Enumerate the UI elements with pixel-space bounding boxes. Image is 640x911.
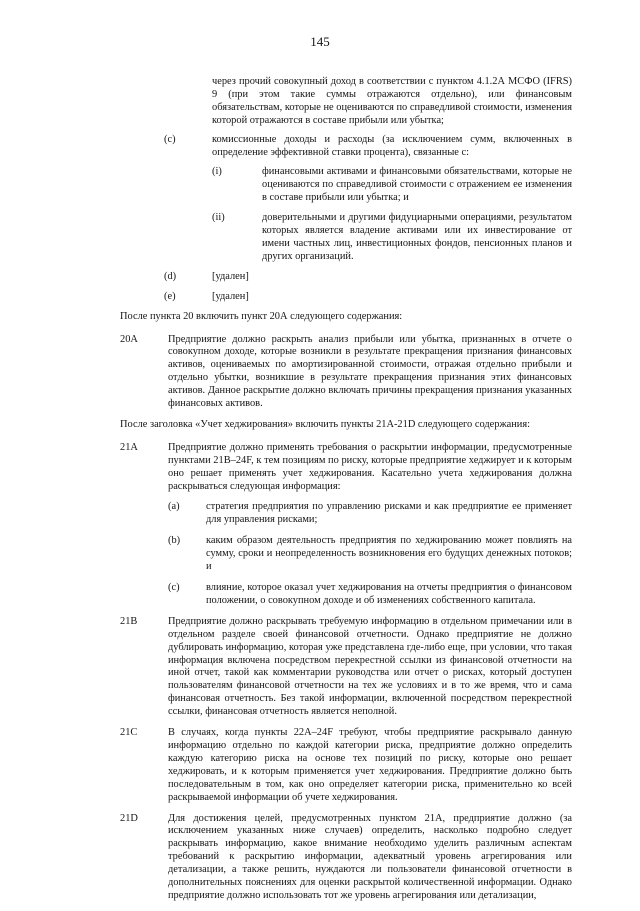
paragraph-20a	[120, 334, 572, 411]
paragraph-number: 20A	[120, 333, 138, 345]
list-item-c-i	[212, 166, 572, 205]
list-item-21a-c	[168, 582, 572, 608]
paragraph-number: 21D	[120, 812, 138, 824]
list-item-21a-b	[168, 535, 572, 574]
paragraph-21b	[120, 616, 572, 719]
list-label: (d)	[164, 270, 177, 282]
list-item-e	[120, 291, 572, 304]
paragraph-number: 21B	[120, 615, 138, 627]
list-text: доверительными и другими фидуциарными операциями, результатом которых является владение активами или их инвестирование от имени частных лиц, инвестиционных фондов, пенсионных планов и других организаций.	[262, 212, 572, 262]
list-text: стратегия предприятия по управлению рисками и как предприятие ее применяет для управления рисками;	[206, 501, 572, 526]
paragraph-text: Для достижения целей, предусмотренных пунктом 21А, предприятие должно (за исключением указанных ниже случаев) определить, насколько подробно следует раскрывать информацию, какое внимание необходимо уделить различным аспектам требований к раскрытию информации, адекватный уровень агрегирования или детализации, а также решить, нуждаются ли пользователи финансовой отчетности в дополнительных пояснениях для оценки раскрытой количественной информации. Однако предприятие должно использовать тот же уровень агрегирования или детализации,	[168, 812, 572, 901]
list-label: (ii)	[212, 212, 225, 224]
list-label: (c)	[168, 582, 180, 593]
paragraph-number: 21A	[120, 441, 138, 453]
list-item-c-ii	[212, 212, 572, 264]
list-text: [удален]	[212, 290, 249, 302]
list-label: (a)	[168, 501, 180, 513]
paragraph-text: В случаях, когда пункты 22А–24F требуют, чтобы предприятие раскрывало данную информацию отдельно по каждой категории риска, предприятие должно определить каждую категорию риска на основе тех позиций по риску, которые оно решает хеджировать, и к которым применяется учет хеджирования. Предприятие должно быть последовательным в том, как оно определяет категории риска, применительно ко всей раскрываемой информации об учете хеджирования.	[168, 727, 572, 803]
paragraph-number: 21C	[120, 727, 138, 739]
intro-20a: После пункта 20 включить пункт 20А следующего содержания:	[120, 310, 403, 322]
paragraph-text: Предприятие должно применять требования о раскрытии информации, предусмотренные пунктами 21B–24F, к тем позициям по риску, которые предприятие хеджирует и к которым оно решает применять учет хеджирования. Касательно учета хеджирования должна раскрываться следующая информация:	[168, 441, 572, 492]
paragraph-21a	[120, 442, 572, 494]
paragraph-21c	[120, 727, 572, 804]
document-body	[120, 76, 572, 911]
list-label: (e)	[164, 290, 176, 302]
list-item-21a-a	[168, 501, 572, 527]
list-label: (b)	[168, 535, 181, 547]
page-number: 145	[310, 34, 330, 49]
list-label: (i)	[212, 166, 222, 178]
list-label: (c)	[164, 133, 176, 145]
list-text: [удален]	[212, 270, 249, 282]
list-item-d	[120, 271, 572, 284]
list-text: каким образом деятельность предприятия по хеджированию может повлиять на сумму, сроки и неопределенность возникновения его будущих денежных потоков; и	[206, 535, 572, 573]
intro-21: После заголовка «Учет хеджирования» включить пункты 21А-21D следующего содержания:	[120, 418, 531, 430]
paragraph-text: Предприятие должно раскрывать требуемую информацию в отдельном примечании или в отдельном разделе своей финансовой отчетности. Однако предприятие не должно дублировать информацию, которая уже представлена где-либо еще, при условии, что такая информация включена посредством перекрестной ссылки из финансовой отчетности на иной отчет, такой как комментарии руководства или отчет о рисках, который доступен пользователям финансовой отчетности на тех же условиях и в то же время, что и сама финансовая отчетность. Без такой информации, включенной посредством перекрестной ссылки, финансовая отчетность является неполной.	[168, 615, 572, 718]
list-text: финансовыми активами и финансовыми обязательствами, которые не оцениваются по справедливой стоимости с отражением ее изменения в составе прибыли или убытка; и	[262, 166, 572, 204]
list-text: влияние, которое оказал учет хеджирования на отчеты предприятия о финансовом положении, о совокупном доходе и об изменениях собственного капитала.	[206, 582, 572, 606]
continuation-text: через прочий совокупный доход в соответствии с пунктом 4.1.2А МСФО (IFRS) 9 (при этом такие суммы отражаются отдельно), или финансовым обязательствам, которые не оцениваются по справедливой стоимости, изменения которой отражаются в составе прибыли или убытка;	[212, 76, 572, 126]
list-text: комиссионные доходы и расходы (за исключением сумм, включенных в определение эффективной ставки процента), связанные с:	[212, 133, 572, 158]
paragraph-21d	[120, 813, 572, 903]
paragraph-text: Предприятие должно раскрыть анализ прибыли или убытка, признанных в отчете о совокупном доходе, которые возникли в результате прекращения признания финансовых активов, оцениваемых по амортизированной стоимости, отражая отдельно прибыли и отдельно убытки, возникшие в результате прекращения признания этих финансовых активов. Данное раскрытие должно включать причины прекращения признания указанных финансовых активов.	[168, 333, 572, 410]
list-item-c	[120, 134, 572, 160]
